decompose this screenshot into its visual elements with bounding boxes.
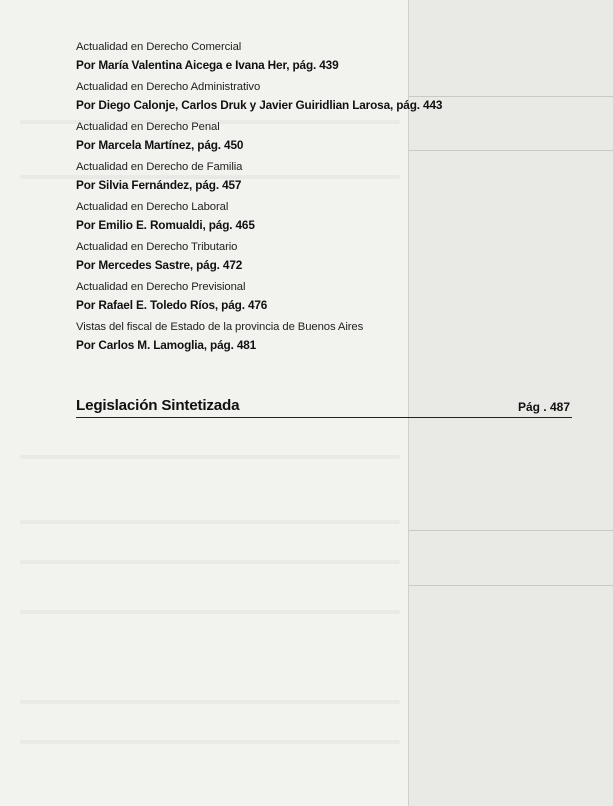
column-divider bbox=[408, 530, 613, 531]
bleed-through bbox=[20, 520, 400, 524]
summary-entry bbox=[76, 318, 476, 355]
section-title: Actualidad en Derecho Penal bbox=[76, 121, 220, 133]
section-title: Actualidad en Derecho Administrativo bbox=[76, 81, 261, 93]
summary-entry bbox=[76, 238, 476, 275]
summary-list bbox=[76, 38, 476, 355]
section-title: Vistas del fiscal de Estado de la provincia de Buenos Aires bbox=[76, 321, 364, 333]
bleed-through bbox=[20, 610, 400, 614]
legislation-page-number: Pág . 487 bbox=[517, 400, 570, 414]
bleed-through bbox=[20, 700, 400, 704]
bleed-through bbox=[20, 740, 400, 744]
summary-entry bbox=[76, 198, 476, 235]
section-title: Actualidad en Derecho Tributario bbox=[76, 241, 238, 253]
summary-entry bbox=[76, 78, 476, 115]
section-title: Actualidad en Derecho Laboral bbox=[76, 201, 229, 213]
section-title: Actualidad en Derecho de Familia bbox=[76, 161, 243, 173]
summary-entry bbox=[76, 38, 476, 75]
author-reference: Por Silvia Fernández, pág. 457 bbox=[76, 178, 242, 192]
bleed-through bbox=[20, 560, 400, 564]
section-title: Actualidad en Derecho Comercial bbox=[76, 41, 242, 53]
author-reference: Por Mercedes Sastre, pág. 472 bbox=[76, 258, 243, 272]
section-title: Actualidad en Derecho Previsional bbox=[76, 281, 246, 293]
author-reference: Por Carlos M. Lamoglia, pág. 481 bbox=[76, 338, 257, 352]
author-reference: Por Emilio E. Romualdi, pág. 465 bbox=[76, 218, 255, 232]
author-reference: Por María Valentina Aicega e Ivana Her, pág. 439 bbox=[76, 58, 339, 72]
author-reference: Por Diego Calonje, Carlos Druk y Javier Guiridlian Larosa, pág. 443 bbox=[76, 98, 443, 112]
legislation-heading bbox=[76, 397, 572, 418]
author-reference: Por Rafael E. Toledo Ríos, pág. 476 bbox=[76, 298, 268, 312]
author-reference: Por Marcela Martínez, pág. 450 bbox=[76, 138, 244, 152]
summary-entry bbox=[76, 158, 476, 195]
bleed-through bbox=[20, 455, 400, 459]
legislation-title: Legislación Sintetizada bbox=[76, 397, 240, 414]
column-divider bbox=[408, 585, 613, 586]
summary-entry bbox=[76, 118, 476, 155]
summary-entry bbox=[76, 278, 476, 315]
